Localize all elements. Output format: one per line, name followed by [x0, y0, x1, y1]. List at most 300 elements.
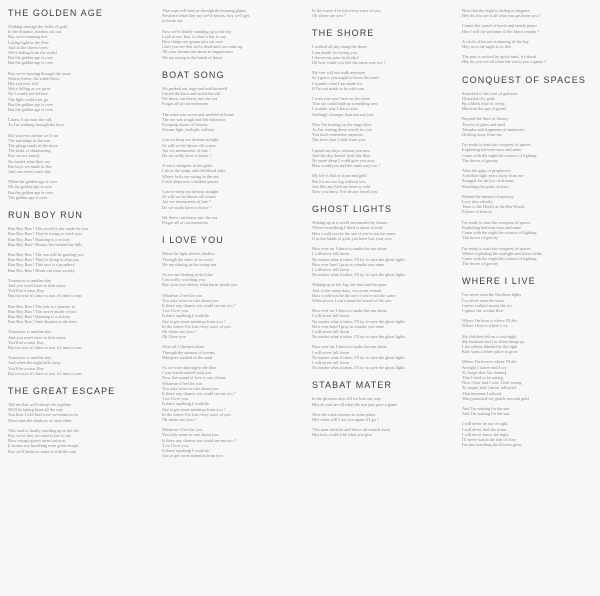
- lyric-line: Are we instruments of fate ?: [162, 199, 211, 205]
- lyric-line: The forces of gravity: [462, 235, 499, 241]
- song-title: THE GREAT ESCAPE: [8, 385, 116, 396]
- lyric-line: Escaping shores of history: [162, 122, 208, 128]
- lyric-line: I'm just watching the flowers grow: [462, 442, 522, 448]
- lyric-line: Or will we be blown off course: [162, 142, 216, 148]
- lyric-line: Behind the dreams of mastery: [462, 193, 514, 199]
- lyric-line: 'Cos I love you: [162, 308, 188, 314]
- stanza: [312, 8, 444, 18]
- lyric-line: No matter what they say: [8, 158, 51, 164]
- lyric-line: You don't remember anymore: [312, 132, 364, 138]
- lyric-line: Life in the songs and childhood tales: [162, 168, 226, 174]
- lyric-line: We are racing to the break of dawn: [162, 54, 223, 60]
- lyric-line: Run Boy Run ! This race is a prophecy: [8, 262, 75, 268]
- stanza: [162, 344, 294, 360]
- lyric-line: And I'm waiting for the sun: [462, 405, 510, 411]
- lyric-line: We are shining in the rising sun: [162, 261, 217, 267]
- stanza: [162, 112, 294, 133]
- lyrics-column-1: [8, 8, 140, 464]
- song-block: [162, 235, 294, 458]
- lyric-line: Can we keep our dreams straight: [162, 189, 219, 195]
- lyric-line: Can't you see that we're dead until we wake up: [162, 44, 243, 50]
- lyric-line: I ignore the oceans flow: [462, 307, 504, 313]
- lyric-line: Hey do you see all when the war is just a game ?: [462, 59, 546, 65]
- song-block: [8, 386, 140, 454]
- lyric-line: How ever far I dance to make the sun shine: [312, 246, 387, 252]
- lyric-line: The skies of shimmering: [8, 148, 51, 154]
- lyric-line: To forget that I'm chained: [462, 369, 507, 375]
- lyric-line: Now I'm leaning on the stage door: [312, 121, 372, 127]
- stanza: [162, 29, 294, 60]
- stanza: [8, 355, 140, 376]
- lyric-line: Where everything I liked is about to fade: [312, 225, 383, 231]
- lyric-line: This road is finally standing up to the sky: [8, 427, 80, 433]
- lyric-line: Oh how could you feel the same way too ?: [312, 60, 386, 66]
- lyric-line: A voice whispers in the gales: [162, 163, 213, 169]
- song-title: RUN BOY RUN: [8, 210, 83, 221]
- lyric-line: Do we really have a choice ?: [162, 153, 212, 159]
- lyric-line: That rope will lead us through the burning plains: [162, 8, 247, 13]
- lyrics-column-4: [462, 8, 594, 457]
- lyric-line: Nowhere what they say we're heroes, boy we'll get: [162, 13, 250, 19]
- lyric-line: As we were dancing in the blue: [162, 364, 217, 370]
- stanza: [312, 412, 444, 422]
- lyric-line: Hey do you see all what the war just gave a game: [312, 401, 398, 407]
- lyric-line: In the waves I've lost every trace of you: [162, 323, 231, 329]
- stanza: [162, 427, 294, 458]
- stanza: [462, 359, 594, 401]
- lyric-line: The playgrounds at the shore: [8, 143, 58, 149]
- lyric-line: Forgot all of our memories: [162, 220, 209, 226]
- stanza: [312, 96, 444, 117]
- lyric-line: Echoes of history: [462, 209, 493, 215]
- lyric-line: Is there anything I could do: [162, 313, 210, 319]
- lyric-line: No matter what it takes, I'll try to save the ghost lights: [312, 365, 406, 371]
- lyric-line: When the golden age is over: [8, 179, 58, 185]
- lyric-line: Where fools are racing in the sea: [162, 173, 219, 179]
- lyric-line: A million light years away from me: [462, 173, 524, 179]
- song-block: [312, 28, 444, 194]
- lyric-line: Comes the sound of boots and steady piano: [462, 23, 537, 29]
- lyric-line: But it's not too big without you: [312, 178, 366, 184]
- lyric-line: 'Cos I love you: [162, 396, 188, 402]
- lyric-line: Is there any chance you could see me too ?: [162, 437, 236, 443]
- lyric-line: But the golden age is over: [8, 101, 53, 107]
- lyric-line: How could you feel the same way too ?: [312, 163, 381, 169]
- lyric-line: Crack ships into a million pieces: [162, 178, 219, 184]
- stanza: [312, 122, 444, 143]
- lyric-line: But for now it's time to run, it's time to run: [8, 293, 82, 299]
- lyric-line: The loves that I stole from you: [312, 137, 365, 143]
- lyric-line: And of the many days, we swam remain: [312, 287, 382, 293]
- lyric-line: How ever hard I pray to remake you mine: [312, 261, 385, 267]
- song-title: BOAT SONG: [162, 69, 225, 80]
- lyric-line: Or will we be blown off course: [162, 194, 216, 200]
- stanza: [312, 427, 444, 437]
- lyric-line: You'll be a man, Boy: [8, 288, 45, 294]
- lyric-line: Exploding between stars and mine: [462, 147, 522, 153]
- lyric-line: Whatever I feel for you: [162, 427, 203, 433]
- lyric-line: Temples and fragments of memories: [462, 126, 525, 132]
- lyric-line: You only seem to care about you: [162, 432, 219, 438]
- lyric-line: No matter what it takes, I'll try to save the ghost lights: [312, 334, 406, 340]
- stanza: [462, 8, 594, 18]
- lyric-line: No I would not believe: [8, 91, 48, 97]
- lyric-line: So I guess you ought to know the truth: [312, 75, 379, 81]
- lyric-line: Run Boy Run ! The ride is a journey to: [8, 303, 76, 309]
- lyric-line: Boy we're free, no what is fair to say: [8, 432, 72, 438]
- stanza: [162, 293, 294, 340]
- song-block: [312, 204, 444, 370]
- lyric-line: At night I shiver and I cry: [462, 364, 507, 370]
- lyric-line: I never walked across the ice: [462, 302, 512, 308]
- song-block: [8, 8, 140, 200]
- lyric-line: Oh where are you ?: [312, 13, 346, 19]
- lyric-line: Come with the night the science of fighting: [462, 230, 537, 236]
- song-title: GHOST LIGHTS: [312, 204, 393, 215]
- lyric-line: That I tried to be strong: [462, 374, 503, 380]
- lyric-line: Waking up in a world surrounded by flames: [312, 220, 388, 226]
- lyric-line: How things are gonna turn out now: [162, 39, 223, 45]
- lyric-line: Did you ever feel: [8, 81, 38, 87]
- song-block: [462, 276, 594, 447]
- lyric-line: No matter what it takes, I'll try to save the ghost lights: [312, 272, 406, 278]
- lyric-line: How ever far I dance to make the sun shine: [312, 308, 387, 314]
- lyric-line: I ran inside for loving you: [312, 49, 357, 55]
- lyric-line: I've never seen the snow: [462, 297, 505, 303]
- lyric-line: to break out: [162, 18, 183, 24]
- lyric-line: Run Boy Run ! Running is a victory: [8, 236, 71, 242]
- lyric-line: Beyond the lines of history: [462, 116, 509, 122]
- lyric-line: Tears to the Hotels at the Bar Woods: [462, 204, 525, 210]
- lyric-line: Where exploding the starlight and silver fields: [462, 250, 542, 256]
- stanza: [462, 318, 594, 328]
- stanza: [162, 8, 294, 24]
- lyric-line: Whispers washed in the sand: [162, 354, 212, 360]
- lyric-line: The past is sucked by quick sand, it's about: [462, 54, 537, 60]
- lyric-line: Oh I love you: [162, 334, 186, 340]
- lyric-line: I'm ready to start the conquest of spaces: [462, 219, 531, 225]
- song-block: [162, 8, 294, 60]
- lyric-line: That we could hold up something new: [312, 101, 378, 107]
- stanza: [8, 252, 140, 273]
- lyric-line: Hey do you see it all what you get from you ?: [462, 13, 541, 19]
- lyric-line: Untied the knot and tasted the salt: [162, 91, 221, 97]
- lyric-line: Just to get some attention from you ?: [162, 318, 226, 324]
- lyric-line: In the waves I've lost every trace of you: [162, 411, 231, 417]
- stanza: [162, 215, 294, 225]
- stanza: [462, 39, 594, 49]
- stanza: [8, 428, 140, 454]
- lyric-line: The wind was sweet and smelled of home: [162, 111, 234, 117]
- lyric-line: And can never come this: [8, 169, 51, 175]
- lyric-line: Like rabbits blinded by the light: [462, 343, 518, 349]
- lyric-line: I drown my pain in alcohol: [312, 54, 359, 60]
- lyric-line: How ever hard I pray to remake you mine: [312, 323, 385, 329]
- lyric-line: I will never feel the storm: [462, 426, 507, 432]
- lyric-line: Drifting away from me: [462, 132, 502, 138]
- lyric-line: Nothing's stronger than me and you: [312, 111, 374, 117]
- lyric-line: I'm ready to start the conquest of spaces: [462, 142, 531, 148]
- lyric-line: Whatever I feel for you: [162, 380, 203, 386]
- lyric-line: Struggle for the joy of dreams: [462, 178, 514, 184]
- lyric-line: If in the hands of gods you have lost your way: [312, 235, 392, 241]
- stanza: [312, 396, 444, 406]
- lyric-line: Listen, I can hear the call: [8, 117, 52, 123]
- lyric-line: Through the skies of no cover: [162, 256, 214, 262]
- song-block: [462, 75, 594, 267]
- lyric-line: How could you be the one if you're not the same: [312, 230, 396, 236]
- lyric-line: Run Boy Run ! Beauty lies behind the hills: [8, 241, 82, 247]
- song-block: [8, 210, 140, 376]
- lyric-line: Just to get some attention from you ?: [162, 406, 226, 412]
- lyric-line: Run Boy Run ! They're dying to stop you: [8, 257, 80, 263]
- lyric-line: Run Boy Run ! Running is a victory: [8, 313, 71, 319]
- stanza: [8, 304, 140, 325]
- lyric-line: Whatever I feel for you: [162, 292, 203, 298]
- stanza: [8, 402, 140, 423]
- lyric-line: Who promised my gentle sun and gold: [462, 395, 529, 401]
- stanza: [8, 226, 140, 247]
- song-block: [162, 70, 294, 225]
- lyric-line: Run Boy Run ! This world is not made for you: [8, 226, 89, 232]
- lyric-line: Now the wind restores to other plans: [312, 411, 376, 417]
- stanza: [462, 421, 594, 447]
- lyric-line: And in the cherry trees: [8, 44, 48, 50]
- lyric-line: I've never seen the Northern lights: [462, 292, 522, 298]
- lyric-line: Waters freeze, the wind blows: [8, 75, 60, 81]
- lyric-line: Is there anything I could do: [162, 448, 210, 453]
- stanza: [462, 116, 594, 137]
- lyric-line: Stretched to the core of galaxies: [462, 90, 518, 96]
- lyric-line: Do we really have a choice ?: [162, 204, 212, 210]
- lyric-line: Boy your eyes betray what burns inside you: [162, 282, 238, 288]
- lyric-line: But the golden age is over: [8, 189, 53, 195]
- lyric-line: We threw our hearts into the sea: [162, 96, 218, 102]
- stanza: [162, 189, 294, 210]
- stanza: [462, 54, 594, 64]
- lyric-line: Tomorrow is another day: [8, 277, 52, 283]
- stanza: [8, 24, 140, 66]
- stanza: [312, 70, 444, 91]
- lyric-line: I will never fall down: [312, 349, 350, 355]
- lyric-line: Are we instruments of fate ?: [162, 147, 211, 153]
- stanza: [312, 220, 444, 241]
- lyric-line: Kids want a better place to grow: [462, 349, 518, 355]
- lyric-line: Come with the night the science of fighting: [462, 152, 537, 158]
- lyric-line: How could you be the one if you're not the same: [312, 292, 396, 298]
- lyric-line: No matter what it takes, I'll try to save the ghost lights: [312, 256, 406, 262]
- lyric-line: You only seem to care about you: [162, 385, 219, 391]
- lyric-line: The sea was rough and left unknown: [162, 116, 226, 122]
- stanza: [462, 23, 594, 33]
- lyric-line: Tell me that we'll always be together: [8, 401, 71, 407]
- stanza: [462, 246, 594, 267]
- lyric-line: Now, the sound of love is out of tune: [162, 375, 226, 381]
- stanza: [8, 278, 140, 299]
- lyric-line: I will never be out of sight: [462, 421, 508, 427]
- lyric-line: The mornings in the sun: [8, 137, 50, 143]
- lyric-line: I am softly watching you: [162, 277, 205, 283]
- lyric-line: You only seem to care about you: [162, 297, 219, 303]
- lyric-line: All your dreams are about to happen now: [162, 49, 234, 55]
- lyric-line: Forgot all of our memories: [162, 101, 209, 107]
- stanza: [312, 282, 444, 303]
- lyric-line: I wonder why I am so sure: [312, 106, 358, 112]
- lyric-line: As we are floating in the blue: [162, 271, 213, 277]
- lyric-line: I will never fall down: [312, 328, 350, 334]
- lyric-line: You'll be a man, Boy: [8, 339, 45, 345]
- lyric-line: Through the streams of oceans: [162, 349, 215, 355]
- stanza: [462, 194, 594, 215]
- stanza: [462, 220, 594, 241]
- lyric-line: That innocent I adored: [462, 390, 502, 396]
- lyric-line: Just like any bird my heart is cold: [312, 183, 371, 189]
- stanza: [162, 137, 294, 158]
- lyric-line: Come with the night the science of fighting: [462, 255, 537, 261]
- song-title: WHERE I LIVE: [462, 276, 536, 287]
- lyric-line: Where I live is where I cry: [462, 323, 509, 329]
- lyric-line: How ever far I dance to make the sun shine: [312, 344, 387, 350]
- stanza: [312, 308, 444, 339]
- lyric-line: My children felt on a cold night: [462, 333, 517, 339]
- lyric-line: Run Boy Run ! The sun will be guiding you: [8, 251, 84, 257]
- lyric-line: Towers of glass and steel: [462, 121, 506, 127]
- lyric-line: Boy we are family: [8, 153, 40, 159]
- lyric-line: Where I'm born is where I'll die: [462, 318, 517, 324]
- lyric-line: After the gaps of prophecies: [462, 168, 511, 174]
- lyric-line: Now we're finally standing up to the sky: [162, 28, 232, 34]
- lyric-line: No matter what it takes, I'll try to save the ghost lights: [312, 318, 406, 324]
- lyric-line: My feet will not walk anymore: [312, 70, 366, 76]
- lyric-line: And the dry doesn't look like blue: [312, 152, 371, 158]
- lyric-line: Waking up to the fog, the dust and the gaze: [312, 282, 387, 288]
- lyric-line: By a black hole of cavity: [462, 101, 506, 107]
- lyric-line: Blossom the age of greed: [462, 106, 506, 112]
- lyric-line: In the distance, borders cut out: [8, 29, 61, 35]
- lyric-line: This man whistles and blows all sounds away: [312, 427, 391, 433]
- lyric-line: And I'm waiting for the sun: [462, 411, 510, 417]
- lyric-line: No matter what it takes, I'll try to save the ghost lights: [312, 354, 406, 360]
- stanza: [462, 292, 594, 313]
- lyric-line: You hear I will find were we meant to be: [8, 412, 79, 418]
- lyric-line: I will never fall down: [312, 313, 350, 319]
- lyric-line: I was synchronized with you: [162, 370, 212, 376]
- lyric-line: Run Boy Run ! And disquiet in the trees: [8, 319, 77, 325]
- lyric-line: I will never know the night: [462, 431, 509, 437]
- stanza: [312, 44, 444, 65]
- lyric-line: I'm ready to start the conquest of spaces: [462, 245, 531, 251]
- lyric-line: We packed our bags and said farewell: [162, 85, 228, 91]
- lyric-line: In the waves I've lost every trace of you: [312, 8, 381, 13]
- lyric-line: Is there anything I could do: [162, 401, 210, 407]
- lyric-line: And when the night falls away: [8, 360, 61, 366]
- lyric-line: I will never fall down: [312, 251, 350, 257]
- lyric-line: It storms my breathing even great escape: [8, 443, 79, 449]
- lyric-line: Tomorrow is another day: [8, 355, 52, 361]
- lyric-line: I will never fall down: [312, 266, 350, 272]
- lyric-line: Walking through the fields of gold: [8, 24, 68, 29]
- stanza: [462, 91, 594, 112]
- lyric-line: Hey when will I see you again if I go ?: [312, 416, 379, 422]
- lyric-line: We threw our hearts into the sea: [162, 214, 218, 220]
- lyric-line: And you won't have to hide away: [8, 334, 66, 340]
- lyric-line: As I'm walking through the door: [8, 122, 65, 128]
- stanza: [312, 148, 444, 169]
- lyric-line: The golden age is over: [8, 194, 48, 200]
- lyric-line: Oh the golden age is over: [8, 184, 53, 190]
- stanza: [8, 179, 140, 200]
- stanza: [312, 173, 444, 194]
- song-title: I LOVE YOU: [162, 235, 224, 246]
- lyric-line: But the golden age is over: [8, 60, 53, 66]
- lyric-line: Now you know I've always loved you: [312, 189, 377, 195]
- lyric-line: A circle of heroes is dancing in the hay: [462, 38, 530, 44]
- stanza: [8, 117, 140, 127]
- song-title: STABAT MATER: [312, 380, 393, 391]
- lyric-line: Boy we're dancing through the snow: [8, 70, 71, 76]
- song-title: THE SHORE: [312, 28, 375, 39]
- stanza: [8, 329, 140, 350]
- lyric-line: Hey, now the night is so free: [462, 44, 512, 50]
- lyric-line: But the golden age is over: [8, 55, 53, 61]
- lyric-line: Now that the night is fading in disgrace: [462, 8, 530, 13]
- lyric-line: The forces of gravity: [462, 261, 499, 267]
- lyric-line: Hey how could it be what you give: [312, 432, 373, 438]
- lyric-line: Now I fear that I was, I feel wrong: [462, 380, 522, 386]
- lyric-line: Can we keep our dreams straight: [162, 137, 219, 143]
- lyric-line: Reaching the point of tears: [462, 183, 509, 189]
- lyrics-column-2: [162, 8, 294, 468]
- lyric-line: The forces of gravity: [462, 157, 499, 163]
- lyric-line: Run Boy Run ! They're trying to catch you: [8, 231, 82, 237]
- lyric-line: I'll never watch the tide of flow: [462, 436, 516, 442]
- lyric-line: My life is full of stone and gold: [312, 173, 367, 179]
- lyric-line: We'll be taking heart all the way: [8, 407, 64, 413]
- lyric-line: Boy we're running free: [8, 34, 48, 40]
- stanza: [162, 163, 294, 184]
- lyric-line: Without you I can't stand the sound of the rain: [312, 297, 392, 303]
- lyric-line: As I'm writing these words for you: [312, 127, 372, 133]
- stanza: [162, 251, 294, 267]
- lyric-line: Run Boy Run ! Break out from society: [8, 267, 75, 273]
- lyric-line: The light could ever go: [8, 96, 49, 102]
- stanza: [462, 168, 594, 189]
- lyric-line: 'Cos I love you: [162, 442, 188, 448]
- lyric-line: Is there any chance you could see me too ?: [162, 302, 236, 308]
- lyric-line: Love dies silently: [462, 199, 493, 205]
- lyric-line: Distorted city gods: [462, 95, 495, 101]
- lyric-line: I wish you were here on the shore: [312, 96, 371, 102]
- stanza: [8, 133, 140, 175]
- lyric-line: Oh where are you ?: [162, 328, 196, 334]
- lyric-line: You'll be a man, Boy: [8, 365, 45, 371]
- stanza: [162, 365, 294, 422]
- lyric-line: And you won't have to hide away: [8, 282, 66, 288]
- lyric-line: Just to get some attention from you: [162, 453, 223, 459]
- lyric-line: My husband and I in those things go: [462, 338, 525, 344]
- song-block: [312, 380, 444, 437]
- stanza: [312, 344, 444, 370]
- stanza: [162, 86, 294, 107]
- stanza: [462, 334, 594, 355]
- lyric-line: Exploding between stars and mine: [462, 224, 522, 230]
- stanza: [8, 71, 140, 113]
- lyric-line: We're falling as we grow: [8, 86, 51, 92]
- lyric-line: Boy we'd better to make it with the rain: [8, 448, 77, 454]
- stanza: [162, 272, 294, 288]
- lyric-line: Tomorrow is another day: [8, 329, 52, 335]
- lyric-line: I spend my days without you now: [312, 147, 371, 153]
